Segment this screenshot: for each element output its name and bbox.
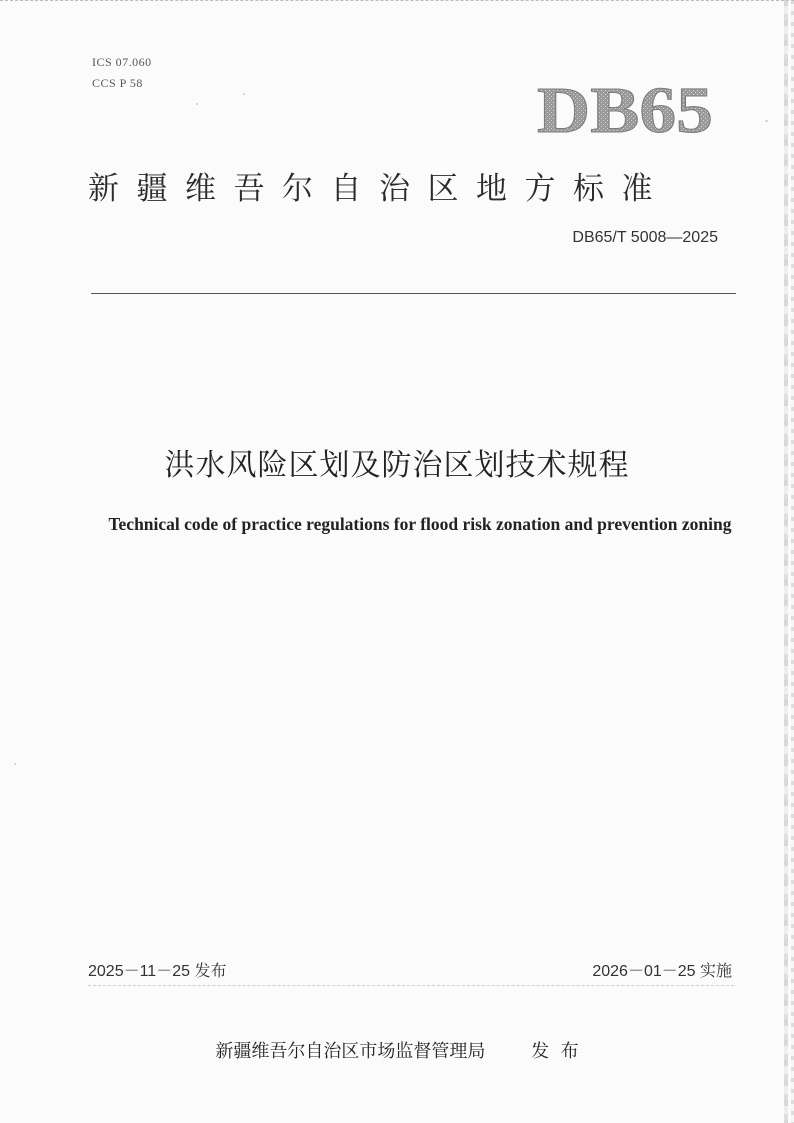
english-title: Technical code of practice regulations for flood risk zonation and prevention zoning <box>108 514 732 534</box>
scan-speck <box>196 103 198 105</box>
scan-speck <box>765 120 768 122</box>
header-divider <box>91 293 736 294</box>
standard-category: 新疆维吾尔自治区地方标准 <box>88 171 670 207</box>
scan-speck <box>14 763 16 765</box>
logo-text: DB65 <box>537 78 713 138</box>
issuer-name: 新疆维吾尔自治区市场监督管理局 <box>215 1041 486 1062</box>
date-divider <box>88 985 734 986</box>
issuer-action: 发 布 <box>531 1041 579 1062</box>
effective-date: 2026－01－25 实施 <box>592 963 732 980</box>
publish-date: 2025－11－25 发布 <box>88 963 227 980</box>
standard-number: DB65/T 5008—2025 <box>572 229 718 246</box>
ics-code: ICS 07.060 <box>92 55 152 69</box>
scan-edge-top <box>0 0 794 4</box>
db65-logo <box>537 78 717 138</box>
scan-speck <box>243 93 245 95</box>
classification-codes <box>92 52 152 94</box>
chinese-title: 洪水风险区划及防治区划技术规程 <box>164 448 630 483</box>
issuing-authority <box>0 1037 794 1063</box>
ccs-code: CCS P 58 <box>92 76 143 90</box>
scan-edge-right <box>784 0 788 1123</box>
